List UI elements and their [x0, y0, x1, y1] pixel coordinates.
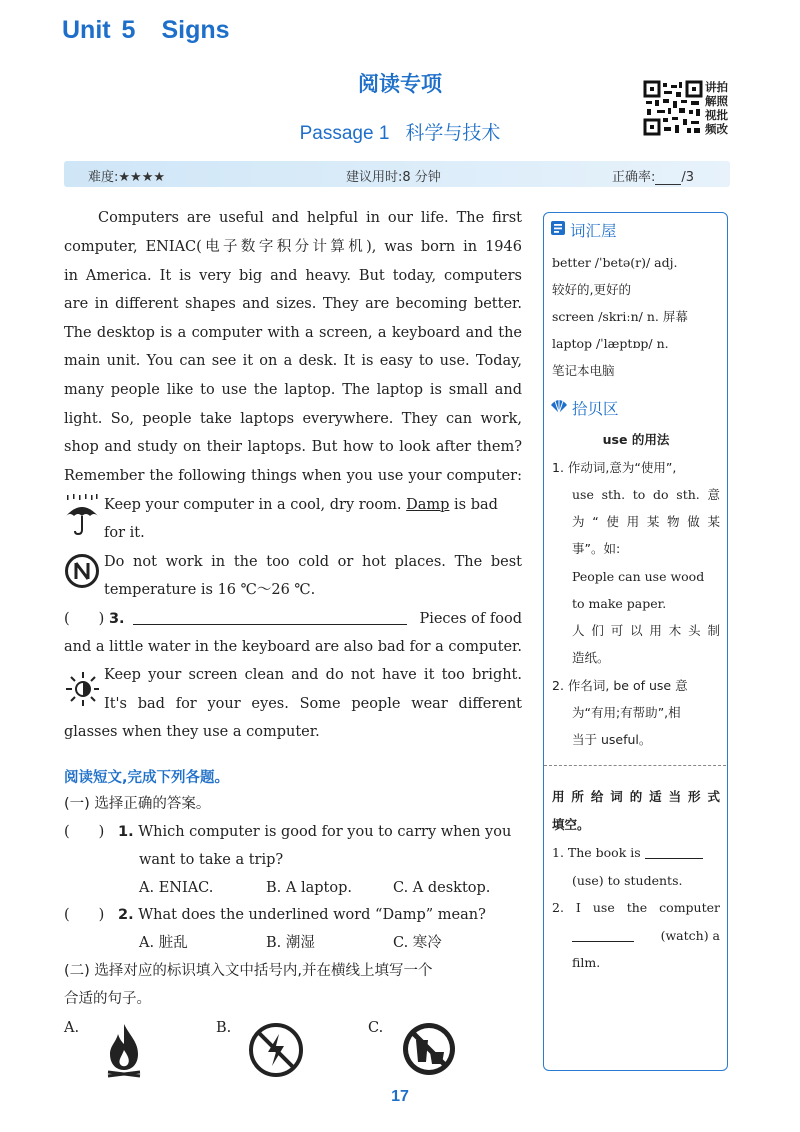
divider: [544, 765, 726, 766]
fire-sign-icon[interactable]: [104, 1022, 144, 1082]
vocab-line: screen /skriːn/ n. 屏幕: [552, 309, 688, 324]
fill-1: 1. The book is: [552, 839, 720, 866]
qr-code-icon[interactable]: [643, 80, 731, 136]
q2-option-a[interactable]: A. 脏乱: [139, 935, 188, 951]
use-line: 为“有用;有帮助”,相: [572, 705, 681, 720]
question-1-cont: want to take a trip?: [139, 852, 284, 868]
fill-2-blank[interactable]: [572, 928, 634, 942]
q2-option-b[interactable]: B. 潮湿: [266, 935, 315, 951]
fill-2-cont: (watch) a: [572, 922, 720, 949]
suggested-time: 建议用时:8 分钟: [346, 170, 441, 185]
sign-label-a: A.: [64, 1020, 80, 1036]
part-2-title-cont: 合适的句子。: [64, 991, 151, 1007]
use-title: use 的用法: [602, 432, 670, 447]
shell-icon: [550, 398, 568, 418]
vocab-line: better /ˈbetə(r)/ adj.: [552, 255, 678, 270]
passage-line: shop and study on their laptops. But how to look after them?: [64, 439, 522, 455]
question-1: 1. Which computer is good for you to carry when you: [118, 824, 512, 840]
passage-line: many people like to use the laptop. The laptop is small and: [64, 382, 522, 398]
passage-line: are in different shapes and sizes. They are becoming better.: [64, 296, 522, 312]
passage-line: main unit. You can see it on a desk. It is easy to use. Today,: [64, 353, 522, 369]
qr-caption: 讲拍解照视批频改: [705, 80, 728, 136]
no-food-drink-sign-icon[interactable]: [400, 1020, 458, 1082]
page-number: 17: [391, 1088, 409, 1105]
umbrella-icon: [64, 494, 100, 540]
use-line: 2. 作名词, be of use 意: [552, 678, 688, 693]
tip-2-cont: temperature is 16 ℃～26 ℃.: [104, 582, 316, 598]
passage-title: Passage 1 科学与技术: [299, 123, 501, 144]
use-line: use sth. to do sth. 意: [572, 487, 720, 502]
brightness-icon: [62, 670, 100, 712]
tip-3-end: glasses when they use a computer.: [64, 724, 320, 740]
fill-1-blank[interactable]: [645, 845, 703, 859]
q1-option-c[interactable]: C. A desktop.: [393, 880, 491, 896]
use-line: 当于 useful。: [572, 732, 652, 747]
accuracy: 正确率: /3: [612, 170, 695, 185]
vocab-line: 较好的,更好的: [552, 282, 631, 297]
passage-line: in America. It is very big and heavy. But today, computers: [64, 268, 522, 284]
fill-title-cont: 填空。: [552, 817, 590, 832]
fill-2: 2. I use the computer: [552, 900, 720, 915]
tip-2: Do not work in the too cold or hot places. The best: [104, 554, 522, 570]
question-2: 2. What does the underlined word “Damp” mean?: [118, 907, 486, 923]
shell-header: 拾贝区: [550, 397, 619, 419]
book-icon: [550, 220, 566, 240]
tip-3-cont: It's bad for your eyes. Some people wear different: [104, 696, 522, 712]
unit-title: Unit 5 Signs: [62, 16, 230, 44]
part-2-title: (二) 选择对应的标识填入文中括号内,并在横线上填写一个: [64, 963, 433, 979]
tip-1: Keep your computer in a cool, dry room. Damp is bad: [104, 497, 498, 513]
q1-option-b[interactable]: B. A laptop.: [266, 880, 352, 896]
tip-1-cont: for it.: [104, 525, 145, 541]
passage-line: Remember the following things when you use your computer:: [64, 468, 522, 484]
tip-3: Keep your screen clean and do not have it too bright.: [104, 667, 522, 683]
no-electric-sign-icon[interactable]: [248, 1022, 304, 1082]
vocab-line: laptop /ˈlæptɒp/ n.: [552, 336, 669, 351]
sign-label-c: C.: [368, 1020, 384, 1036]
question-3-cont: and a little water in the keyboard are also bad for a computer.: [64, 639, 522, 655]
passage-line: computer, ENIAC(电子数字积分计算机), was born in 1946: [64, 239, 522, 255]
part-1-title: (一) 选择正确的答案。: [64, 796, 211, 812]
use-line: People can use wood: [572, 569, 705, 584]
vocab-header: 词汇屋: [550, 219, 617, 241]
use-line: 造纸。: [572, 650, 610, 665]
fill-1-cont: (use) to students.: [572, 873, 683, 888]
q1-bracket[interactable]: ( ): [64, 824, 105, 840]
use-line: 为“使用某物做某: [572, 514, 720, 529]
underlined-damp: Damp: [406, 497, 450, 513]
difficulty: 难度:★★★★: [88, 170, 165, 185]
q3-answer-blank[interactable]: [133, 607, 407, 625]
info-bar: [64, 161, 730, 187]
accuracy-blank[interactable]: [655, 172, 681, 185]
passage-line: light. So, people take laptops everywhere. They can work,: [64, 411, 522, 427]
use-line: 1. 作动词,意为“使用”,: [552, 460, 677, 475]
vocab-line: 笔记本电脑: [552, 363, 615, 378]
passage-line: Computers are useful and helpful in our life. The first: [98, 210, 522, 226]
sidebar-panel: [543, 212, 728, 1071]
use-line: 人们可以用木头制: [572, 623, 720, 638]
fill-2-end: film.: [572, 955, 601, 970]
question-3: ( ) 3. Pieces of food: [64, 605, 522, 634]
no-electric-sign-icon: [64, 553, 100, 593]
use-line: 事”。如:: [572, 541, 621, 556]
sign-label-b: B.: [216, 1020, 232, 1036]
use-line: to make paper.: [572, 596, 667, 611]
q1-option-a[interactable]: A. ENIAC.: [139, 880, 214, 896]
section-title: 阅读专项: [358, 72, 442, 96]
fill-title: 用所给词的适当形式: [552, 789, 720, 804]
passage-line: The desktop is a computer with a screen, a keyboard and the: [64, 325, 522, 341]
instruction: 阅读短文,完成下列各题。: [64, 770, 230, 786]
q2-bracket[interactable]: ( ): [64, 907, 105, 923]
q2-option-c[interactable]: C. 寒冷: [393, 935, 442, 951]
